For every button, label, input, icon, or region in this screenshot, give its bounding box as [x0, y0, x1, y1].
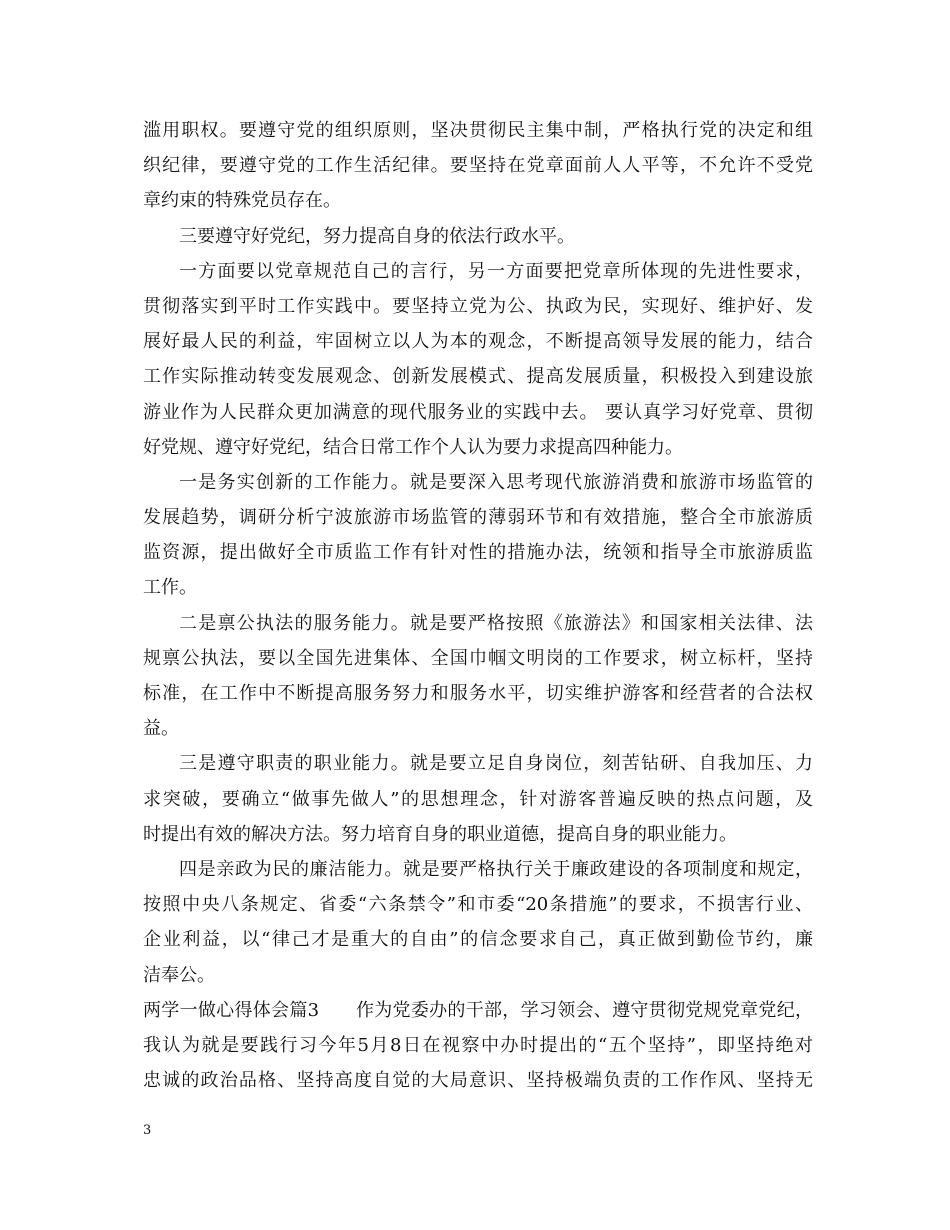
text-line: 贯彻落实到平时工作实践中。要坚持立党为公、执政为民，实现好、维护好、发	[143, 295, 813, 317]
text-line: 二是禀公执法的服务能力。就是要严格按照《旅游法》和国家相关法律、法	[179, 612, 813, 634]
text-line: 洁奉公。	[143, 964, 215, 986]
text-line: 游业作为人民群众更加满意的现代服务业的实践中去。 要认真学习好党章、贯彻	[143, 401, 813, 423]
text-line: 求突破，要确立“做事先做人”的思想理念，针对游客普遍反映的热点问题，及	[143, 788, 813, 810]
text-line: 织纪律，要遵守党的工作生活纪律。要坚持在党章面前人人平等，不允许不受党	[143, 155, 813, 177]
text-line: 工作实际推动转变发展观念、创新发展模式、提高发展质量，积极投入到建设旅	[143, 366, 813, 388]
text-line: 企业利益，以“律己才是重大的自由”的信念要求自己，真正做到勤俭节约，廉	[143, 929, 813, 951]
text-line: 展好最人民的利益，牢固树立以人为本的观念，不断提高领导发展的能力，结合	[143, 331, 813, 353]
text-line: 按照中央八条规定、省委“六条禁令”和市委“20条措施”的要求，不损害行业、	[143, 894, 813, 916]
text-line: 好党规、遵守好党纪，结合日常工作个人认为要力求提高四种能力。	[143, 436, 683, 458]
text-line: 发展趋势，调研分析宁波旅游市场监管的薄弱环节和有效措施，整合全市旅游质	[143, 507, 813, 529]
text-line: 三要遵守好党纪，努力提高自身的依法行政水平。	[179, 225, 575, 247]
text-line: 忠诚的政治品格、坚持高度自觉的大局意识、坚持极端负责的工作作风、坚持无	[143, 1070, 813, 1092]
text-line: 章约束的特殊党员存在。	[143, 190, 341, 212]
text-line: 一方面要以党章规范自己的言行，另一方面要把党章所体现的先进性要求，	[179, 260, 813, 282]
page-number: 3	[143, 1123, 152, 1138]
text-line: 时提出有效的解决方法。努力培育自身的职业道德，提高自身的职业能力。	[143, 823, 737, 845]
body-text	[143, 113, 813, 1098]
text-line: 两学一做心得体会篇3 作为党委办的干部，学习领会、遵守贯彻党规党章党纪，	[143, 999, 813, 1021]
text-line: 益。	[143, 718, 179, 740]
text-line: 滥用职权。要遵守党的组织原则，坚决贯彻民主集中制，严格执行党的决定和组	[143, 120, 813, 141]
text-line: 工作。	[143, 577, 197, 599]
text-line: 一是务实创新的工作能力。就是要深入思考现代旅游消费和旅游市场监管的	[179, 471, 813, 493]
text-line: 四是亲政为民的廉洁能力。就是要严格执行关于廉政建设的各项制度和规定，	[179, 858, 813, 880]
text-line: 标准，在工作中不断提高服务努力和服务水平，切实维护游客和经营者的合法权	[143, 683, 813, 704]
text-line: 规禀公执法，要以全国先进集体、全国巾帼文明岗的工作要求，树立标杆，坚持	[143, 647, 813, 669]
text-line: 三是遵守职责的职业能力。就是要立足自身岗位，刻苦钻研、自我加压、力	[179, 753, 813, 775]
text-line: 我认为就是要践行习今年5月8日在视察中办时提出的“五个坚持”，即坚持绝对	[143, 1034, 813, 1056]
text-line: 监资源，提出做好全市质监工作有针对性的措施办法，统领和指导全市旅游质监	[143, 542, 813, 564]
